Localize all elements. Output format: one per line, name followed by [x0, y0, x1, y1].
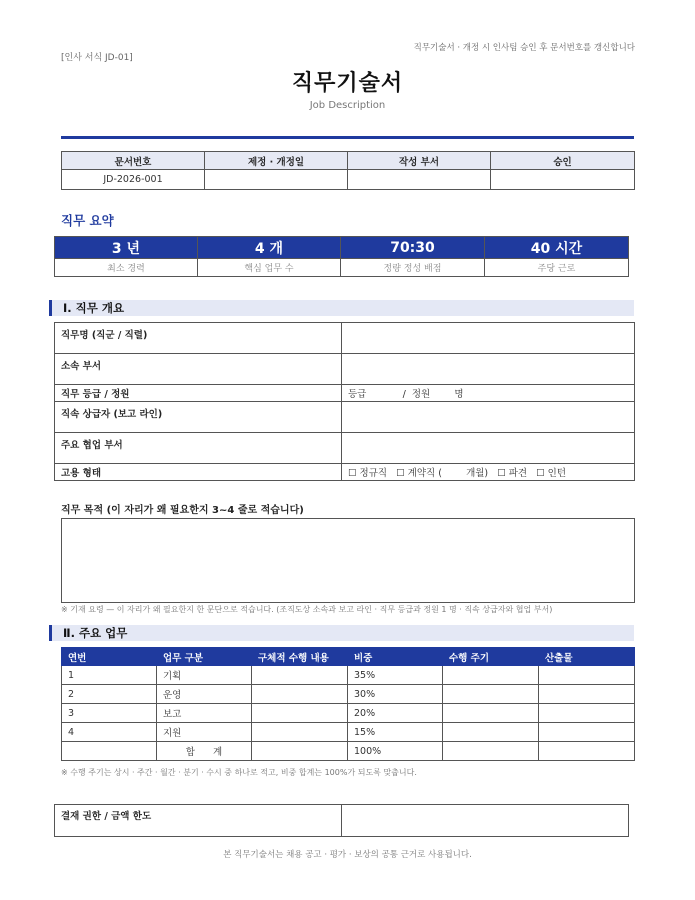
- total-cycle: [443, 742, 539, 761]
- col-header-output: 산출물: [539, 648, 635, 666]
- col-header-no: 연번: [62, 648, 157, 666]
- section-accent: [49, 300, 52, 316]
- duty-category[interactable]: 운영: [157, 685, 252, 704]
- summary-heading: 직무 요약: [61, 213, 114, 228]
- row-number: 1: [62, 666, 157, 685]
- doc-number-value[interactable]: JD-2026-001: [62, 170, 205, 190]
- total-row: [62, 742, 635, 761]
- row-number: 4: [62, 723, 157, 742]
- total-output: [539, 742, 635, 761]
- duty-output[interactable]: [539, 704, 635, 723]
- total-details: [252, 742, 348, 761]
- employment-type-label: 고용 형태: [55, 464, 342, 481]
- doc-number-header: 문서번호: [62, 152, 205, 170]
- title-divider: [61, 136, 634, 139]
- form-code: [인사 서식 JD-01]: [61, 53, 133, 63]
- author-dept-value[interactable]: [348, 170, 491, 190]
- collaboration-dept-field[interactable]: [342, 433, 635, 464]
- collaboration-dept-label: 주요 협업 부서: [55, 433, 342, 464]
- score-ratio-label: 정량 정성 배점: [341, 259, 485, 277]
- min-experience-value: 3 년: [55, 237, 198, 259]
- duty-category[interactable]: 기획: [157, 666, 252, 685]
- section-overview-header: [49, 300, 634, 316]
- job-grade-field[interactable]: 등급 / 정원 명: [342, 385, 635, 402]
- direct-supervisor-label: 직속 상급자 (보고 라인): [55, 402, 342, 433]
- job-purpose-note: ※ 기재 요령 — 이 자리가 왜 필요한지 한 문단으로 적습니다. (조직도상 소속과 보고 라인 · 직무 등급과 정원 1 명 · 직속 상급자와 협업 부서): [61, 605, 553, 614]
- duty-weight[interactable]: 30%: [348, 685, 443, 704]
- approval-header: 승인: [491, 152, 635, 170]
- row-number: 3: [62, 704, 157, 723]
- total-weight: 100%: [348, 742, 443, 761]
- duties-note: ※ 수행 주기는 상시 · 주간 · 월간 · 분기 · 수시 중 하나로 적고, 비중 합계는 100%가 되도록 맞춥니다.: [61, 768, 417, 777]
- table-row: [62, 704, 635, 723]
- col-header-details: 구체적 수행 내용: [252, 648, 348, 666]
- section-duties-title: Ⅱ. 주요 업무: [63, 626, 128, 640]
- job-purpose-label: 직무 목적 (이 자리가 왜 필요한지 3~4 줄로 적습니다): [61, 505, 304, 516]
- section-duties-header: [49, 625, 634, 641]
- duty-weight[interactable]: 15%: [348, 723, 443, 742]
- table-row: [62, 723, 635, 742]
- row-number: 2: [62, 685, 157, 704]
- duty-details[interactable]: [252, 666, 348, 685]
- core-duties-count-value: 4 개: [198, 237, 341, 259]
- total-label: 합 계: [157, 742, 252, 761]
- duty-output[interactable]: [539, 666, 635, 685]
- col-header-category: 업무 구분: [157, 648, 252, 666]
- page-title: 직무기술서: [291, 71, 404, 96]
- author-dept-header: 작성 부서: [348, 152, 491, 170]
- page-subtitle: Job Description: [309, 100, 386, 111]
- section-overview-title: Ⅰ. 직무 개요: [63, 301, 125, 315]
- duty-output[interactable]: [539, 723, 635, 742]
- approval-value[interactable]: [491, 170, 635, 190]
- duty-category[interactable]: 보고: [157, 704, 252, 723]
- section-accent: [49, 625, 52, 641]
- revision-date-header: 제정 · 개정일: [205, 152, 348, 170]
- footer-note: 본 직무기술서는 채용 공고 · 평가 · 보상의 공통 근거로 사용됩니다.: [223, 850, 472, 860]
- duty-weight[interactable]: 20%: [348, 704, 443, 723]
- job-grade-label: 직무 등급 / 정원: [55, 385, 342, 402]
- job-purpose-textarea[interactable]: [61, 518, 635, 603]
- duty-cycle[interactable]: [443, 685, 539, 704]
- weekly-hours-label: 주당 근로: [485, 259, 629, 277]
- col-header-cycle: 수행 주기: [443, 648, 539, 666]
- score-ratio-value: 70:30: [341, 237, 485, 259]
- document-info-table: [61, 151, 635, 190]
- duty-details[interactable]: [252, 685, 348, 704]
- weekly-hours-value: 40 시간: [485, 237, 629, 259]
- approval-authority-field[interactable]: [342, 805, 629, 837]
- direct-supervisor-field[interactable]: [342, 402, 635, 433]
- duty-weight[interactable]: 35%: [348, 666, 443, 685]
- revision-note: 직무기술서 · 개정 시 인사팀 승인 후 문서번호를 갱신합니다: [413, 43, 635, 53]
- row-number: [62, 742, 157, 761]
- summary-table: [54, 236, 629, 277]
- authority-table: [54, 804, 629, 837]
- approval-authority-label: 결재 권한 / 금액 한도: [55, 805, 342, 837]
- duty-cycle[interactable]: [443, 704, 539, 723]
- col-header-weight: 비중: [348, 648, 443, 666]
- min-experience-label: 최소 경력: [55, 259, 198, 277]
- duty-details[interactable]: [252, 723, 348, 742]
- department-label: 소속 부서: [55, 354, 342, 385]
- revision-date-value[interactable]: [205, 170, 348, 190]
- job-overview-table: [54, 322, 635, 481]
- job-title-label: 직무명 (직군 / 직렬): [55, 323, 342, 354]
- duty-details[interactable]: [252, 704, 348, 723]
- job-title-field[interactable]: [342, 323, 635, 354]
- duty-cycle[interactable]: [443, 666, 539, 685]
- main-duties-table: [61, 647, 635, 761]
- duty-category[interactable]: 지원: [157, 723, 252, 742]
- core-duties-count-label: 핵심 업무 수: [198, 259, 341, 277]
- table-row: [62, 666, 635, 685]
- duty-output[interactable]: [539, 685, 635, 704]
- table-row: [62, 685, 635, 704]
- duty-cycle[interactable]: [443, 723, 539, 742]
- employment-type-checkboxes[interactable]: ☐ 정규직 ☐ 계약직 ( 개월) ☐ 파견 ☐ 인턴: [342, 464, 635, 481]
- department-field[interactable]: [342, 354, 635, 385]
